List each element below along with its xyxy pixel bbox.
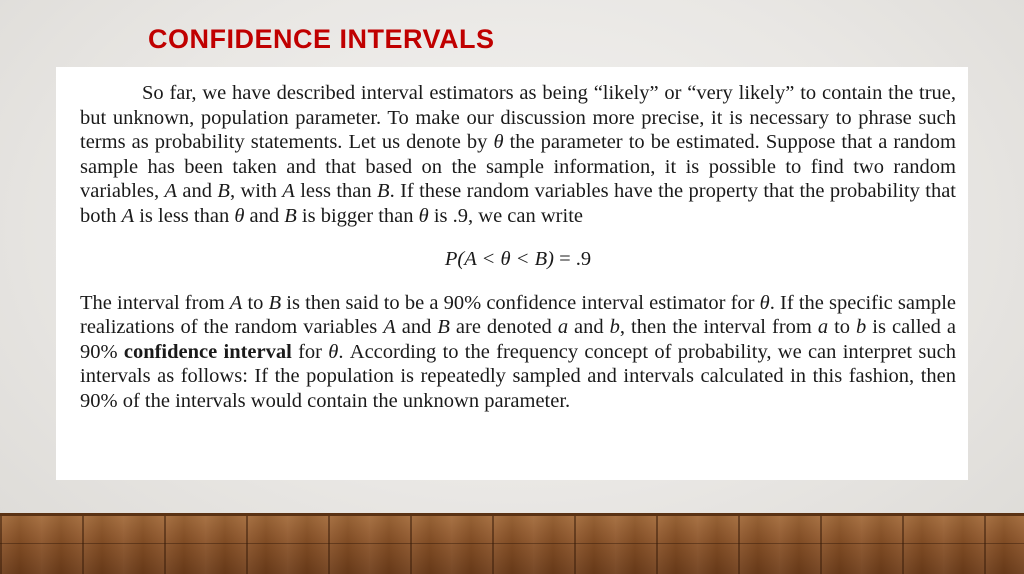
paragraph-confidence-interval: The interval from A to B is then said to be a 90% confidence interval estimator for θ. If the specific sample realizations of the random variables A and B are denoted a and b, then the interval from a to b is called a 90% confidence interval for θ. According to the frequency concept of probability, we can interpret such intervals as follows: If the population is repeatedly sampled and intervals calculated in this fashion, then 90% of the intervals would contain the unknown parameter. xyxy=(80,291,957,412)
bold-term: confidence interval xyxy=(123,340,292,363)
floor-edge xyxy=(0,513,1024,516)
textbook-excerpt xyxy=(56,67,968,480)
slide-title: CONFIDENCE INTERVALS xyxy=(148,24,495,54)
probability-formula: P(A < θ < B) = .9 xyxy=(444,247,592,270)
paragraph-interval-estimators: So far, we have described interval estimators as being “likely” or “very likely” to contain the true, but unknown, population parameter. To make our discussion more precise, it is necessary to phrase such terms as probability statements. Let us denote by θ the parameter to be estimated. Suppose that a random sample has been taken and that based on the sample information, it is possible to find two random variables, A and B, with A less than B. If these random variables have the property that the probability that both A is less than θ and B is bigger than θ is .9, we can write xyxy=(80,82,956,227)
floor-plank-line xyxy=(0,543,1024,544)
